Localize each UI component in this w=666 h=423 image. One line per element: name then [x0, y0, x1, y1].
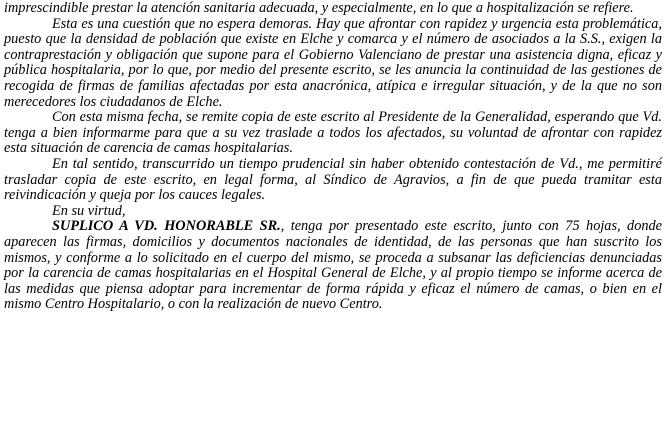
paragraph-copy-to-president: Con esta misma fecha, se remite copia de este escrito al Presidente de la Generalidad, esperando que Vd. tenga a bien informarme para que a su vez traslade a todos los afectados, su voluntad de afrontar con rapidez esta situación de carencia de camas hospitalarias.	[4, 109, 662, 157]
suplico-body: , tenga por presentado este escrito, junto con 75 hojas, donde aparecen las firmas, domicilios y documentos nacionales de identidad, de las personas que han suscrito los mismos, y conforme a lo solicitado en el cuerpo del mismo, se proceda a subsanar las deficiencias denunciadas por la carencia de camas hospitalarias en el Hospital General de Elche, y al propio tiempo se informe acerca de las medidas que piensa adoptar para incrementar de forma rápida y eficaz el número de camas, o bien en el mismo Centro Hospitalario, o con la realización de nuevo Centro.	[4, 218, 662, 313]
paragraph-sindico-agravios: En tal sentido, transcurrido un tiempo prudencial sin haber obtenido contestación de Vd., me permitiré trasladar copia de este escrito, en legal forma, al Síndico de Agravios, a fin de que pueda tramitar esta reivindicación y queja por los cauces legales.	[4, 155, 662, 204]
paragraph-continuation: imprescindible prestar la atención sanitaria adecuada, y especialmente, en lo que a hospitalización se refiere.	[4, 0, 634, 16]
paragraph-suplico	[4, 219, 662, 313]
paragraph-urgency: Esta es una cuestión que no espera demoras. Hay que afrontar con rapidez y urgencia esta problemática, puesto que la densidad de población que existe en Elche y comarca y el número de asociados a la S.S., exigen la contraprestación y obligación que supone para el Gobierno Valenciano de prestar una asistencia digna, eficaz y pública hospitalaria, por lo que, por medio del presente escrito, se les anuncia la continuidad de las gestiones de recogida de firmas de familias afectadas por esta anacrónica, atípica e irregular situación, y de la que no son merecedores los ciudadanos de Elche.	[4, 15, 662, 110]
suplico-heading: SUPLICO A VD. HONORABLE SR.	[52, 218, 281, 235]
paragraph-en-su-virtud: En su virtud,	[52, 202, 126, 219]
